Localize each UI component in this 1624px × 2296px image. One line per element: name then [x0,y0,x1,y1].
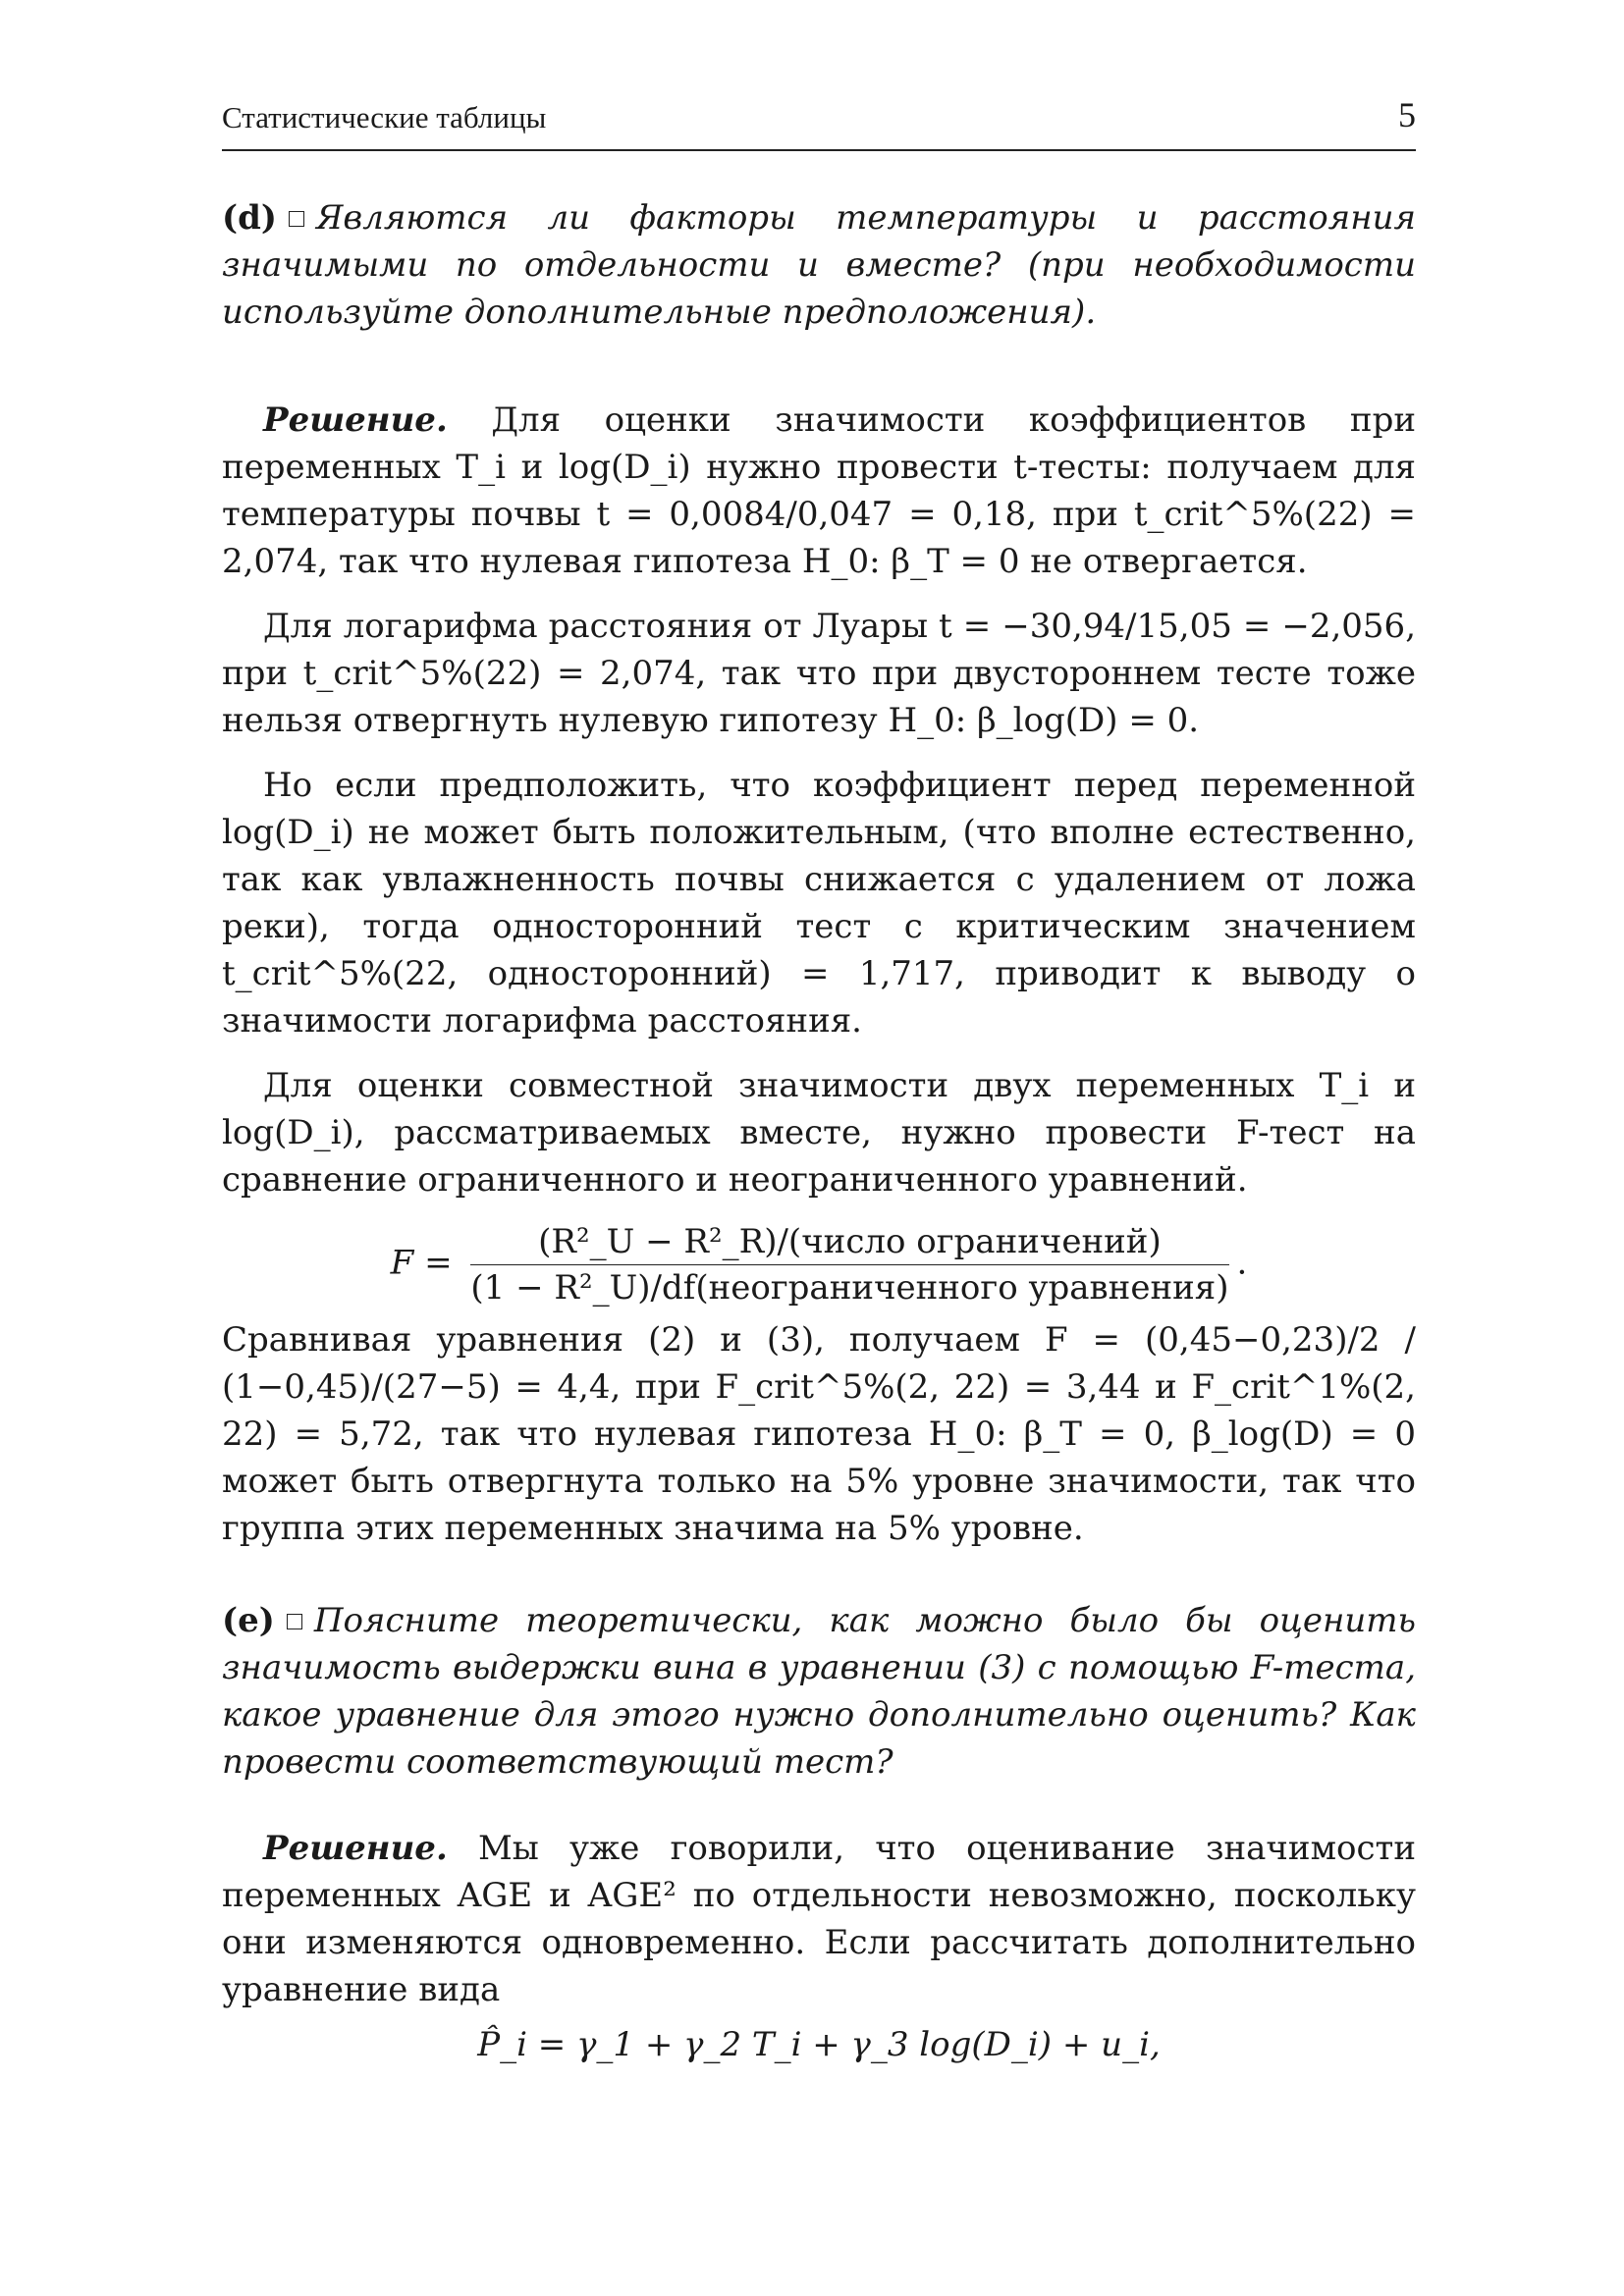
solution-d-paragraph-5: Сравнивая уравнения (2) и (3), получаем F = (0,45−0,23)/2 / (1−0,45)/(27−5) = 4,4, при F_crit^5%(2, 22) = 3,44 и F_crit^1%(2, 22) = 5,72, так что нулевая гипотеза H_0: β_T = 0, β_log(D) = 0 может быть отвергнута только на 5% уровне значимости, так что группа этих переменных значима на 5% уровне. [222,1320,1416,1548]
checkbox-icon [289,211,304,227]
f-formula-denominator: (1 − R²_U)/df(неограниченного уравнения) [470,1268,1229,1308]
checkbox-icon [287,1614,302,1629]
f-formula-lhs: F = [390,1243,453,1283]
solution-d-paragraph-2: Для логарифма расстояния от Луары t = −30,94/15,05 = −2,056, при t_crit^5%(22) = 2,074, так что при двустороннем тесте тоже нельзя отвергнуть нулевую гипотезу H_0: β_log(D) = 0. [222,607,1416,740]
document-body [222,194,1416,2068]
f-formula-numerator: (R²_U − R²_R)/(число ограничений) [470,1219,1228,1265]
solution-d-paragraph-4: Для оценки совместной значимости двух переменных T_i и log(D_i), рассматриваемых вместе, нужно провести F-тест на сравнение ограниченного и неограниченного уравнений. [222,1066,1416,1200]
f-formula-fraction [470,1219,1228,1310]
f-test-formula: F = (R²_U − R²_R)/(число ограничений) (1 − R²_U)/df(неограниченного уравнения) . [222,1219,1416,1310]
solution-d-lead: Решение. [263,400,448,440]
solution-e-lead: Решение. [263,1829,448,1868]
task-e-question: Поясните теоретически, как можно было бы оценить значимость выдержки вина в уравнении (3) с помощью F-теста, какое уравнение для этого нужно дополнительно оценить? Как провести соответствующий тест? [222,1601,1416,1782]
task-d-label: (d) [222,198,277,238]
task-d-question: Являются ли факторы температуры и расстояния значимыми по отдельности и вместе? (при необходимости используйте дополнительные предположения). [222,198,1416,332]
running-header [222,94,1416,151]
header-title: Статистические таблицы [222,100,547,134]
solution-d-paragraph-1 [222,397,1416,585]
solution-e-text-1: Мы уже говорили, что оценивание значимости переменных AGE и AGE² по отдельности невозможно, поскольку они изменяются одновременно. Если рассчитать дополнительно уравнение вида [222,1829,1416,2009]
solution-d-text-1: Для оценки значимости коэффициентов при переменных T_i и log(D_i) нужно провести t-тесты: получаем для температуры почвы t = 0,0084/0,047 = 0,18, при t_crit^5%(22) = 2,074, так что нулевая гипотеза H_0: β_T = 0 не отвергается. [222,400,1416,581]
task-e-label: (e) [222,1601,275,1640]
task-e [222,1597,1416,1786]
page [222,94,1416,2068]
equation-p-hat: P̂_i = γ_1 + γ_2 T_i + γ_3 log(D_i) + u_i, [477,2025,1161,2064]
solution-e-paragraph-1 [222,1825,1416,2013]
page-number: 5 [1398,95,1416,134]
solution-d-paragraph-3: Но если предположить, что коэффициент перед переменной log(D_i) не может быть положительным, (что вполне естественно, так как увлажненность почвы снижается с удалением от ложа реки), тогда односторонний тест с критическим значением t_crit^5%(22, односторонний) = 1,717, приводит к выводу о значимости логарифма расстояния. [222,766,1416,1041]
task-d [222,194,1416,336]
